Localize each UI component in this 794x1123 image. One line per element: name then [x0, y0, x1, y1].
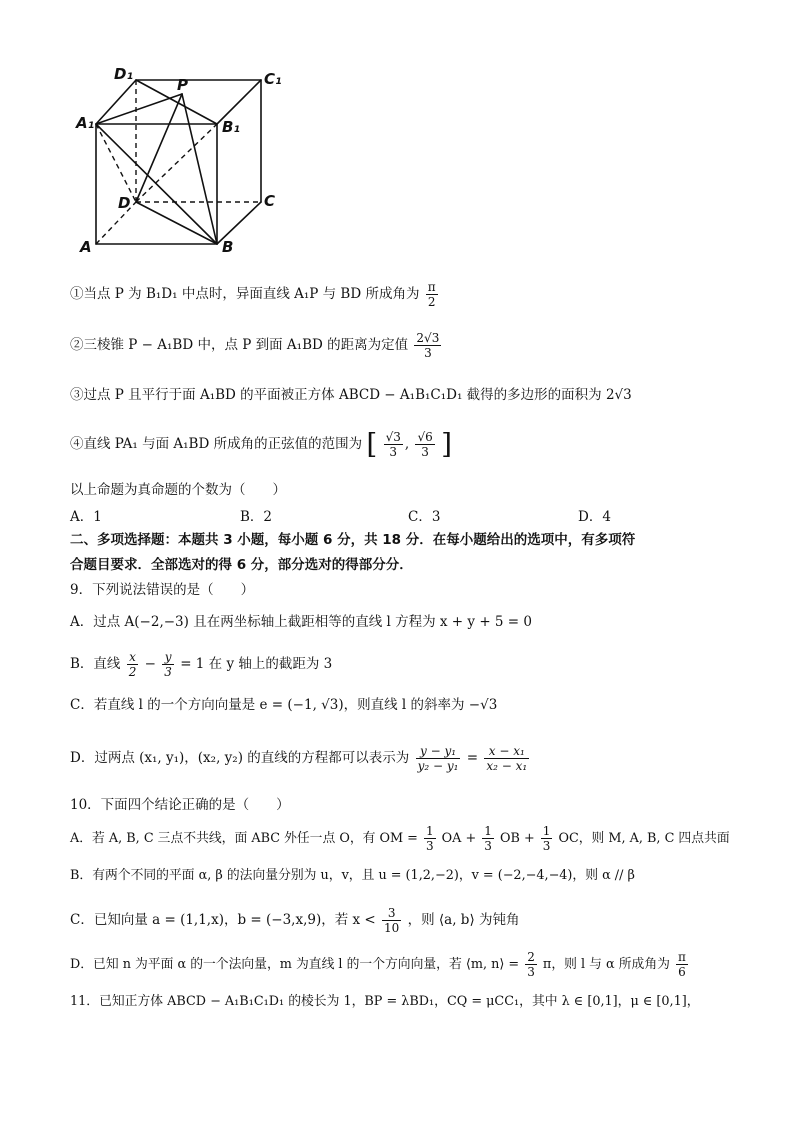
label-b: B: [222, 238, 234, 256]
q10-option-a: [70, 824, 730, 853]
q10-option-d: [70, 950, 690, 979]
q10-a-oc: OC，则 M, A, B, C 四点共面: [558, 831, 730, 846]
q10-d-frac2: [676, 950, 688, 979]
label-b1: B₁: [222, 118, 241, 136]
segment-pb: [182, 94, 217, 244]
q8-item-1: [70, 280, 440, 309]
q8-item-3: [70, 385, 632, 405]
frac-num: 3: [382, 906, 401, 921]
q8-item-2: [70, 331, 443, 360]
frac-num: 1: [542, 824, 551, 838]
frac-num: 1: [484, 824, 492, 838]
q9-b-post: = 1 在 y 轴上的截距为 3: [180, 656, 333, 672]
q9-d-pre: D．过两点 (x₁, y₁)，(x₂, y₂) 的直线的方程都可以表示为: [70, 750, 410, 766]
q10-a-frac2: [482, 824, 494, 853]
q8-item-4-lo-frac: [384, 430, 403, 459]
frac-den: x₂ − x₁: [486, 759, 528, 773]
q9-option-b: [70, 650, 332, 679]
segment-a1b: [96, 124, 217, 244]
right-bracket: ]: [441, 427, 452, 461]
frac-den: 3: [425, 839, 434, 853]
q10-c-frac: [382, 906, 401, 935]
q8-prompt: 以上命题为真命题的个数为（ ）: [70, 482, 286, 498]
frac-den: 2: [427, 295, 436, 309]
frac-num: x: [127, 650, 139, 665]
q8-option-c: C．3: [408, 509, 441, 525]
q10-d-pre: D．已知 n 为平面 α 的一个法向量，m 为直线 l 的一个方向向量，若 ⟨m, n⟩ =: [70, 957, 520, 972]
section2-line1: 二、多项选择题：本题共 3 小题，每小题 6 分，共 18 分．在每小题给出的选项中，有多项符: [70, 532, 636, 548]
q8-item-4: ④直线 PA₁ 与面 A₁BD 所成角的正弦值的范围为 [ $\frac{√3}{3}$ , $\frac{√6}{3}$ ]: [70, 427, 452, 461]
frac-num: 2: [527, 950, 535, 964]
frac-den: y₂ − y₁: [417, 759, 459, 773]
q10-a-frac1: [424, 824, 436, 853]
frac-den: 3: [421, 445, 429, 459]
frac-den: 3: [527, 965, 535, 979]
q9-b-minus: −: [144, 656, 156, 672]
q10-d-mid: π，则 l 与 α 所成角为: [542, 957, 670, 972]
q9-b-pre: B．直线: [70, 656, 121, 672]
frac-num: y − y₁: [416, 744, 461, 759]
frac-num: x − x₁: [484, 744, 529, 759]
q10-a-ob: OB +: [499, 831, 535, 846]
q8-item-1-text: ①当点 P 为 B₁D₁ 中点时，异面直线 A₁P 与 BD 所成角为: [70, 286, 420, 302]
section2-line2: 合题目要求．全部选对的得 6 分，部分选对的得部分分．: [70, 557, 413, 573]
frac-num: π: [427, 280, 436, 294]
q10-c-pre: C．已知向量 a = (1,1,x)，b = (−3,x,9)，若 x <: [70, 912, 376, 928]
q10-d-frac1: [525, 950, 537, 979]
q10-option-c: [70, 906, 520, 935]
frac-den: 2: [128, 665, 137, 679]
segment-db: [136, 202, 217, 244]
q10-c-post: ，则 ⟨a, b⟩ 为钝角: [407, 912, 520, 928]
q8-item-2-text: ②三棱锥 P − A₁BD 中，点 P 到面 A₁BD 的距离为定值: [70, 337, 409, 353]
q8-option-b: B．2: [240, 509, 273, 525]
q9-b-frac2: [162, 650, 174, 679]
q8-item-4-hi-frac: [415, 430, 434, 459]
q10-stem: 10．下面四个结论正确的是（ ）: [70, 797, 290, 813]
q9-option-d: [70, 744, 531, 773]
frac-den: 10: [384, 921, 400, 935]
q10-a-oa: OA +: [441, 831, 477, 846]
cube-figure: [74, 62, 304, 262]
q9-d-frac2: [484, 744, 529, 773]
q9-stem: 9．下列说法错误的是（ ）: [70, 582, 255, 598]
q8-item-4-text: ④直线 PA₁ 与面 A₁BD 所成角的正弦值的范围为: [70, 436, 363, 452]
q10-option-b: B．有两个不同的平面 α, β 的法向量分别为 u，v，且 u = (1,2,−2)，v = (−2,−4,−4)，则 α // β: [70, 868, 635, 883]
q8-item-3-text: ③过点 P 且平行于面 A₁BD 的平面被正方体 ABCD − A₁B₁C₁D₁ 截得的多边形的面积为 2√3: [70, 387, 632, 403]
frac-den: 3: [164, 665, 172, 679]
label-d: D: [118, 194, 131, 212]
q11-stem: 11．已知正方体 ABCD − A₁B₁C₁D₁ 的棱长为 1，BP = λBD₁，CQ = μCC₁，其中 λ ∈ [0,1]，μ ∈ [0,1]，: [70, 994, 700, 1009]
label-p: P: [177, 76, 188, 94]
frac-num: √6: [417, 430, 433, 444]
frac-num: 2√3: [416, 331, 440, 345]
q8-item-2-frac: [414, 331, 441, 360]
left-bracket: [: [366, 427, 378, 461]
frac-den: 3: [389, 445, 398, 459]
q9-option-a: A．过点 A(−2,−3) 且在两坐标轴上截距相等的直线 l 方程为 x + y + 5 = 0: [70, 614, 532, 630]
q8-item-1-frac: [426, 280, 438, 309]
segment-a1d-hidden: [96, 124, 136, 202]
q8-option-d: D．4: [578, 509, 611, 525]
q8-option-a: A．1: [70, 509, 102, 525]
label-c1: C₁: [264, 70, 282, 88]
q10-a-frac3: [541, 824, 553, 853]
frac-den: 6: [678, 965, 686, 979]
frac-num: 1: [425, 824, 434, 838]
q9-option-c: C．若直线 l 的一个方向向量是 e = (−1, √3)，则直线 l 的斜率为 −√3: [70, 697, 498, 713]
frac-num: √3: [385, 430, 401, 444]
q10-a-pre: A．若 A, B, C 三点不共线，面 ABC 外任一点 O，有 OM =: [70, 831, 418, 846]
label-a: A: [80, 238, 92, 256]
label-d1: D₁: [114, 65, 134, 83]
frac-den: 3: [542, 839, 551, 853]
label-c: C: [264, 192, 276, 210]
label-a1: A₁: [76, 114, 95, 132]
frac-den: 3: [484, 839, 492, 853]
frac-num: π: [678, 950, 686, 964]
q9-d-equals: =: [466, 750, 479, 766]
frac-num: y: [162, 650, 174, 665]
q9-b-frac1: [127, 650, 139, 679]
q9-d-frac1: [416, 744, 461, 773]
frac-den: 3: [424, 346, 432, 360]
